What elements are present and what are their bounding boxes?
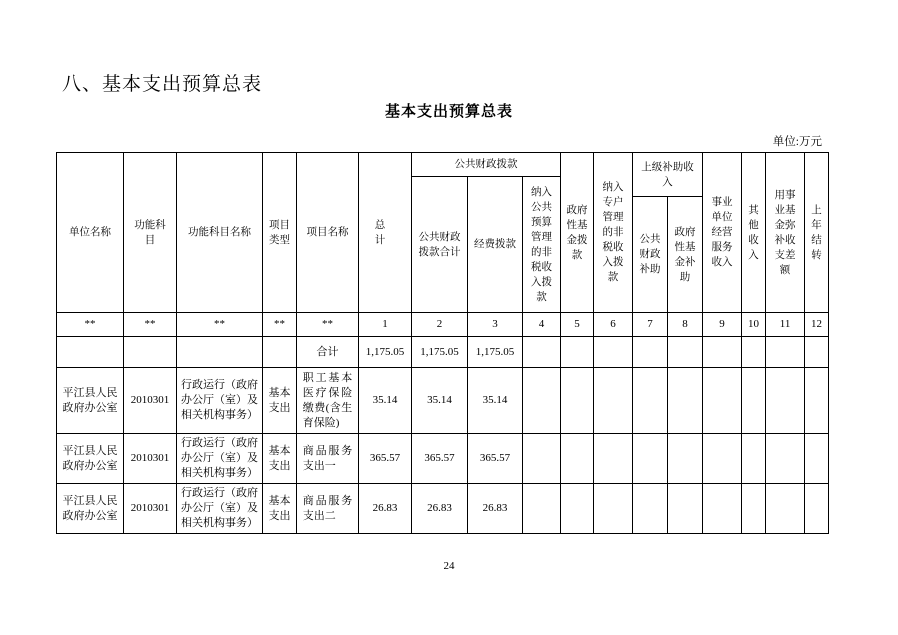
empty-cell: [177, 337, 263, 368]
index-cell: 2: [412, 313, 468, 337]
empty-cell: [523, 484, 561, 534]
unit-name-cell: 平江县人民政府办公室: [57, 368, 124, 434]
index-cell: 5: [561, 313, 594, 337]
empty-cell: [124, 337, 177, 368]
project-name-cell: 商品服务支出二: [297, 484, 359, 534]
project-type-cell: 基本支出: [263, 434, 297, 484]
empty-cell: [633, 484, 668, 534]
public-finance-total-value: 1,175.05: [412, 337, 468, 368]
unit-label: 单位:万元: [772, 136, 822, 148]
table-title: 基本支出预算总表: [384, 104, 513, 120]
header-superior-group: 上级补助收入: [633, 153, 703, 197]
header-reserve: 用事业基金弥补收支差额: [766, 153, 805, 313]
func-code-cell: 2010301: [124, 484, 177, 534]
index-cell: 3: [468, 313, 523, 337]
index-cell: **: [177, 313, 263, 337]
empty-cell: [805, 484, 829, 534]
func-code-cell: 2010301: [124, 368, 177, 434]
empty-cell: [561, 337, 594, 368]
table-row: [57, 368, 829, 434]
funding-value: 1,175.05: [468, 337, 523, 368]
project-type-cell: 基本支出: [263, 484, 297, 534]
index-row: [57, 313, 829, 337]
header-gov-fund: 政府性基金拨款: [561, 153, 594, 313]
empty-cell: [703, 434, 742, 484]
funding-cell: 35.14: [468, 368, 523, 434]
empty-cell: [523, 434, 561, 484]
header-public-finance-group: 公共财政拨款: [412, 153, 561, 177]
func-name-cell: 行政运行（政府办公厅（室）及相关机构事务）: [177, 368, 263, 434]
empty-cell: [742, 368, 766, 434]
empty-cell: [668, 484, 703, 534]
empty-cell: [561, 434, 594, 484]
funding-cell: 365.57: [468, 434, 523, 484]
header-row: [57, 153, 829, 177]
empty-cell: [805, 434, 829, 484]
header-funding: 经费拨款: [468, 177, 523, 313]
empty-cell: [668, 368, 703, 434]
empty-cell: [594, 484, 633, 534]
index-cell: 1: [359, 313, 412, 337]
table-row: [57, 484, 829, 534]
section-heading: 八、基本支出预算总表: [62, 74, 263, 95]
public-finance-total-cell: 35.14: [412, 368, 468, 434]
total-row: [57, 337, 829, 368]
header-project-name: 项目名称: [297, 153, 359, 313]
empty-cell: [805, 368, 829, 434]
header-func-name: 功能科目名称: [177, 153, 263, 313]
public-finance-total-cell: 26.83: [412, 484, 468, 534]
header-superior-gov-fund: 政府性基金补助: [668, 197, 703, 313]
empty-cell: [523, 337, 561, 368]
project-name-cell: 职工基本医疗保险缴费(含生育保险): [297, 368, 359, 434]
func-code-cell: 2010301: [124, 434, 177, 484]
empty-cell: [766, 434, 805, 484]
header-project-type: 项目类型: [263, 153, 297, 313]
header-total: 总 计: [359, 153, 412, 313]
index-cell: **: [263, 313, 297, 337]
empty-cell: [742, 484, 766, 534]
empty-cell: [766, 368, 805, 434]
empty-cell: [561, 484, 594, 534]
header-func-code: 功能科目: [124, 153, 177, 313]
header-nontax-budget: 纳入公共预算管理的非税收入拨款: [523, 177, 561, 313]
total-label: 合计: [297, 337, 359, 368]
index-cell: **: [297, 313, 359, 337]
empty-cell: [742, 337, 766, 368]
empty-cell: [668, 434, 703, 484]
empty-cell: [703, 368, 742, 434]
header-nontax-special: 纳入专户管理的非税收入拨款: [594, 153, 633, 313]
empty-cell: [57, 337, 124, 368]
empty-cell: [594, 368, 633, 434]
empty-cell: [703, 484, 742, 534]
empty-cell: [633, 337, 668, 368]
empty-cell: [263, 337, 297, 368]
empty-cell: [633, 368, 668, 434]
project-name-cell: 商品服务支出一: [297, 434, 359, 484]
header-public-finance-total: 公共财政拨款合计: [412, 177, 468, 313]
empty-cell: [594, 434, 633, 484]
empty-cell: [561, 368, 594, 434]
unit-name-cell: 平江县人民政府办公室: [57, 434, 124, 484]
empty-cell: [805, 337, 829, 368]
func-name-cell: 行政运行（政府办公厅（室）及相关机构事务）: [177, 434, 263, 484]
index-cell: **: [57, 313, 124, 337]
public-finance-total-cell: 365.57: [412, 434, 468, 484]
index-cell: 11: [766, 313, 805, 337]
empty-cell: [766, 337, 805, 368]
func-name-cell: 行政运行（政府办公厅（室）及相关机构事务）: [177, 484, 263, 534]
total-cell: 365.57: [359, 434, 412, 484]
funding-cell: 26.83: [468, 484, 523, 534]
header-business: 事业单位经营服务收入: [703, 153, 742, 313]
header-carryover: 上年结转: [805, 153, 829, 313]
empty-cell: [668, 337, 703, 368]
index-cell: 12: [805, 313, 829, 337]
project-type-cell: 基本支出: [263, 368, 297, 434]
empty-cell: [594, 337, 633, 368]
index-cell: **: [124, 313, 177, 337]
empty-cell: [633, 434, 668, 484]
index-cell: 6: [594, 313, 633, 337]
unit-name-cell: 平江县人民政府办公室: [57, 484, 124, 534]
page-number: 24: [443, 560, 455, 572]
header-unit-name: 单位名称: [57, 153, 124, 313]
empty-cell: [742, 434, 766, 484]
index-cell: 4: [523, 313, 561, 337]
index-cell: 10: [742, 313, 766, 337]
index-cell: 8: [668, 313, 703, 337]
budget-table: [56, 152, 829, 534]
total-cell: 26.83: [359, 484, 412, 534]
header-superior-public: 公共财政补助: [633, 197, 668, 313]
total-value: 1,175.05: [359, 337, 412, 368]
index-cell: 9: [703, 313, 742, 337]
empty-cell: [703, 337, 742, 368]
empty-cell: [766, 484, 805, 534]
header-other: 其他收入: [742, 153, 766, 313]
empty-cell: [523, 368, 561, 434]
index-cell: 7: [633, 313, 668, 337]
table-row: [57, 434, 829, 484]
total-cell: 35.14: [359, 368, 412, 434]
